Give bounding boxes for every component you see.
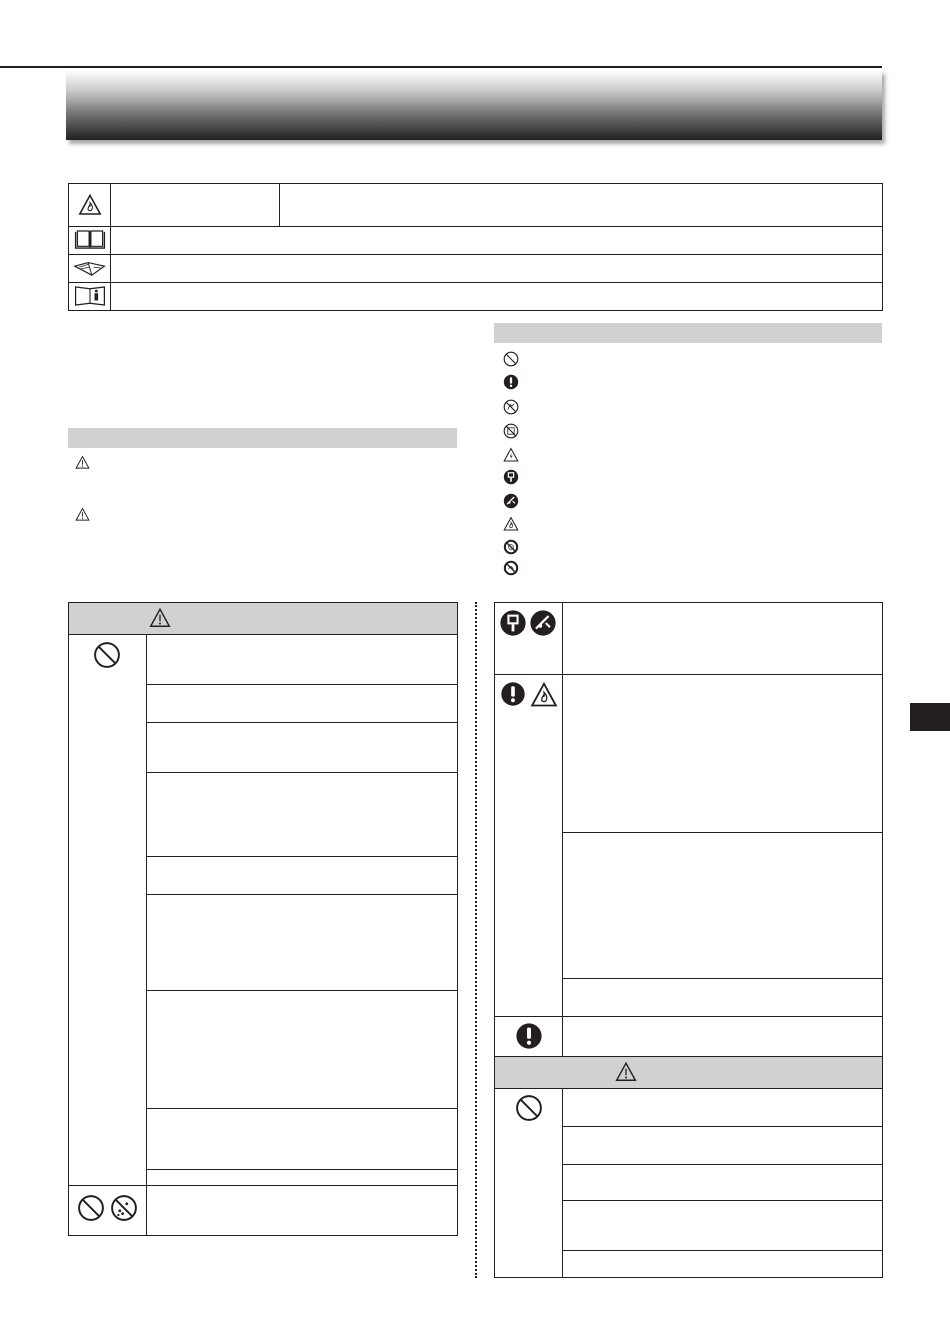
manual-book-icon <box>72 229 108 251</box>
left-section-bar <box>68 428 457 448</box>
prohibited-icon <box>503 351 519 367</box>
mandatory-icon <box>500 681 526 707</box>
read-manual-icon <box>72 257 108 279</box>
flammable-warning-icon <box>78 193 102 217</box>
electric-shock-icon <box>503 447 519 463</box>
prohibited-icon <box>77 1194 105 1222</box>
caution-triangle-icon <box>75 507 90 522</box>
no-water-icon <box>503 423 519 439</box>
right-safety-table <box>494 602 883 1278</box>
symbol-table <box>68 183 883 311</box>
mandatory-icon <box>515 1022 543 1050</box>
unplug-icon <box>503 469 519 485</box>
warning-triangle-icon <box>75 455 90 470</box>
no-disassembly-icon <box>503 539 519 555</box>
flammable-icon <box>503 516 519 532</box>
no-wet-hands-icon <box>503 399 519 415</box>
top-rule <box>0 66 882 68</box>
prohibited-icon <box>93 641 121 669</box>
warning-header <box>69 603 457 634</box>
column-divider <box>475 602 477 1278</box>
mandatory-icon <box>503 374 519 390</box>
no-water-icon <box>110 1194 138 1222</box>
no-touch-icon <box>503 560 519 576</box>
info-manual-icon <box>72 285 108 307</box>
warning-table <box>68 602 458 1236</box>
caution-triangle-icon <box>615 1061 637 1083</box>
unplug-icon <box>499 609 527 637</box>
breaker-off-icon <box>503 493 519 509</box>
breaker-off-icon <box>529 609 557 637</box>
warning-triangle-icon <box>149 607 171 629</box>
section-tab <box>910 703 950 731</box>
right-legend-bar <box>494 323 882 343</box>
page-header-banner <box>66 70 882 140</box>
flammable-warning-icon <box>530 681 558 709</box>
prohibited-icon <box>515 1094 543 1122</box>
caution-header <box>495 1057 882 1088</box>
